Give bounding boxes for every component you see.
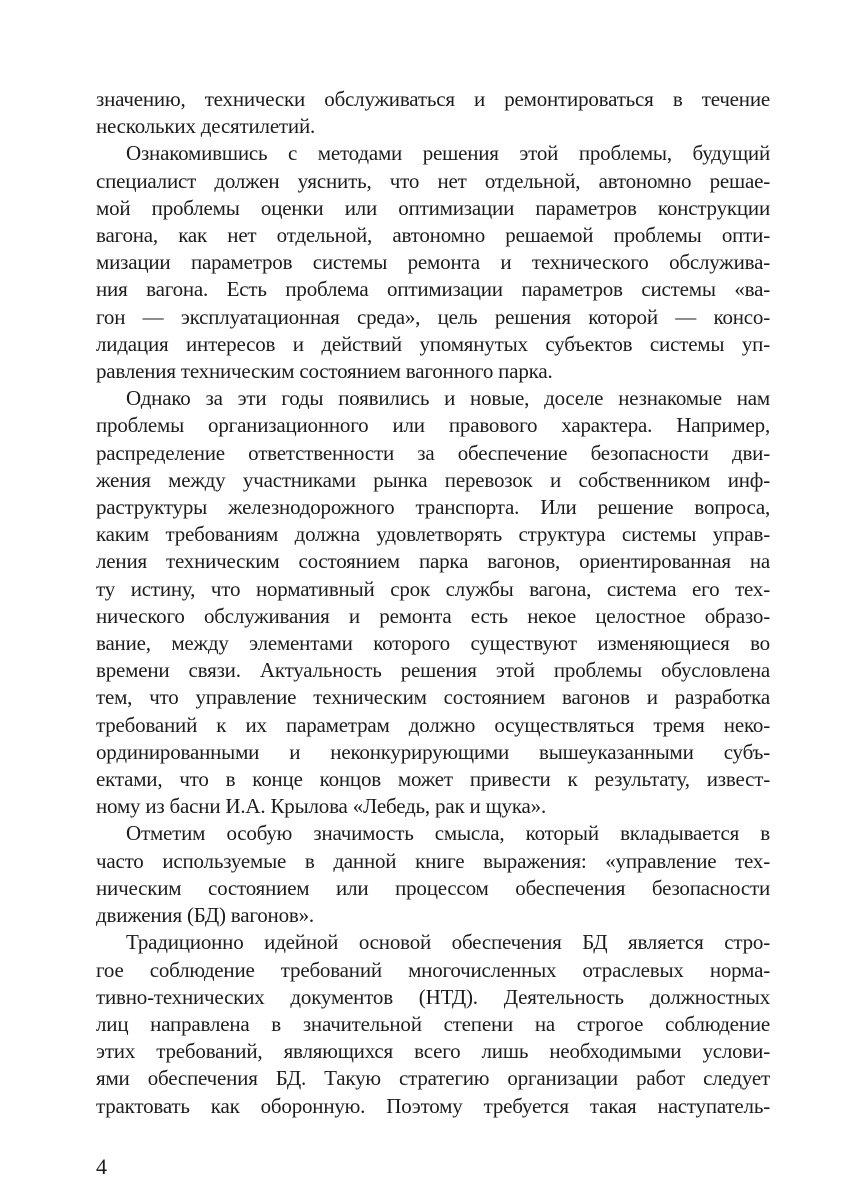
text-line: Традиционно идейной основой обеспечения БД является стро-: [126, 930, 770, 955]
text-line: ному из басни И.А. Крылова «Лебедь, рак и щука».: [96, 794, 547, 819]
text-line: трактовать как оборонную. Поэтому требуется такая наступатель-: [96, 1093, 770, 1118]
text-line: ектами, что в конце концов может привести к результату, извест-: [96, 767, 770, 792]
text-line: требований к их параметрам должно осуществляться тремя неко-: [96, 712, 770, 737]
paragraph-continuation: [96, 86, 770, 140]
text-line: этих требований, являющихся всего лишь необходимыми услови-: [96, 1039, 770, 1064]
text-line: тем, что управление техническим состоянием вагонов и разработка: [96, 685, 770, 710]
text-line: ления техническим состоянием парка вагонов, ориентированная на: [96, 549, 770, 574]
page-body: [96, 86, 770, 1180]
text-line: Отметим особую значимость смысла, который вкладывается в: [126, 821, 770, 846]
text-line: вание, между элементами которого существуют изменяющиеся во: [96, 631, 770, 656]
text-line: часто используемые в данной книге выражения: «управление тех-: [96, 848, 770, 873]
text-line: движения (БД) вагонов».: [96, 903, 314, 928]
text-line: лиц направлена в значительной степени на строгое соблюдение: [96, 1011, 770, 1036]
text-line: нескольких десятилетий.: [96, 114, 316, 139]
text-line: гое соблюдение требований многочисленных отраслевых норма-: [96, 957, 770, 982]
text-line: нического обслуживания и ремонта есть некое целостное образо-: [96, 603, 770, 628]
text-line: распределение ответственности за обеспечение безопасности дви-: [96, 440, 770, 465]
text-line: равления техническим состоянием вагонного парка.: [96, 359, 553, 384]
text-line: гон — эксплуатационная среда», цель решения которой — консо-: [96, 304, 770, 329]
text-line: раструктуры железнодорожного транспорта. Или решение вопроса,: [96, 495, 770, 520]
text-line: ническим состоянием или процессом обеспечения безопасности: [96, 875, 770, 900]
text-line: каким требованиям должна удовлетворять структура системы управ-: [96, 522, 770, 547]
paragraph-traditional-basis: [96, 929, 770, 1119]
text-line: ями обеспечения БД. Такую стратегию организации работ следует: [96, 1066, 770, 1091]
text-line: вагона, как нет отдельной, автономно решаемой проблемы опти-: [96, 223, 770, 248]
page-number: 4: [96, 1153, 107, 1179]
text-line: ординированными и неконкурирующими вышеуказанными субъ-: [96, 739, 770, 764]
text-line: времени связи. Актуальность решения этой проблемы обусловлена: [96, 658, 770, 683]
text-line: проблемы организационного или правового характера. Например,: [96, 413, 770, 438]
paragraph-methods: [96, 140, 770, 385]
text-line: специалист должен уяснить, что нет отдельной, автономно решае-: [96, 168, 770, 193]
text-line: мизации параметров системы ремонта и технического обслужива-: [96, 250, 770, 275]
text-line: Однако за эти годы появились и новые, доселе незнакомые нам: [126, 386, 770, 411]
text-line: жения между участниками рынка перевозок и собственником инф-: [96, 467, 770, 492]
text-line: лидация интересов и действий упомянутых субъектов системы уп-: [96, 331, 770, 356]
text-line: мой проблемы оценки или оптимизации параметров конструкции: [96, 195, 770, 220]
paragraph-significance: [96, 820, 770, 929]
paragraph-new-problems: [96, 385, 770, 820]
text-line: значению, технически обслуживаться и ремонтироваться в течение: [96, 87, 770, 111]
text-line: ту истину, что нормативный срок службы вагона, система его тех-: [96, 576, 770, 601]
text-line: ния вагона. Есть проблема оптимизации параметров системы «ва-: [96, 277, 770, 302]
text-line: тивно-технических документов (НТД). Деятельность должностных: [96, 984, 770, 1009]
text-line: Ознакомившись с методами решения этой проблемы, будущий: [126, 141, 770, 166]
